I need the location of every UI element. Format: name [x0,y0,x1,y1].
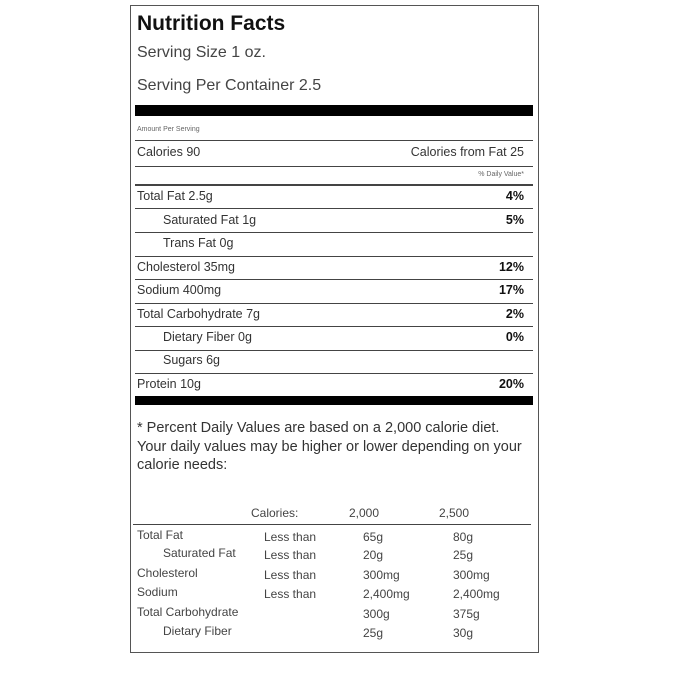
ref-row-2500: 25g [453,548,474,562]
calories-from-fat: Calories from Fat 25 [410,145,524,159]
nutrient-row-dv: 12% [498,260,524,274]
ref-row-2000: 2,400mg [363,587,410,601]
nutrient-row-label: Total Carbohydrate 7g [137,307,260,321]
footnote: * Percent Daily Values are based on a 2,000 calorie diet. Your daily values may be higher or lower depending on your calorie needs: [137,420,522,473]
divider [135,140,533,141]
calories-label: Calories 90 [137,145,201,159]
divider [135,208,533,209]
ref-row-qualifier: Less than [264,568,317,582]
divider [135,232,533,233]
divider [135,279,533,280]
divider [135,256,533,257]
divider [135,373,533,374]
ref-header-calories: Calories: [251,506,299,520]
ref-row-nutrient: Total Carbohydrate [137,605,239,619]
ref-row-nutrient: Sodium [137,585,178,599]
ref-row-2000: 20g [363,548,384,562]
ref-row-2000: 65g [363,530,384,544]
nutrient-row-dv: 20% [498,377,524,391]
ref-row-nutrient: Saturated Fat [163,546,236,560]
serving-size: Serving Size 1 oz. [137,44,266,61]
nutrient-row-label: Protein 10g [137,377,201,391]
ref-row-2500: 80g [453,530,474,544]
nutrient-row-label: Saturated Fat 1g [163,213,257,227]
ref-row-2500: 2,400mg [453,587,500,601]
servings-per-container: Serving Per Container 2.5 [137,77,322,94]
nutrient-row-dv: 0% [505,330,524,344]
ref-row-2000: 300mg [363,568,400,582]
ref-row-qualifier: Less than [264,530,317,544]
nutrition-facts-label [130,5,539,653]
nutrient-row-label: Trans Fat 0g [163,236,234,250]
daily-value-header: % Daily Value* [478,171,524,178]
ref-row-qualifier: Less than [264,548,317,562]
divider [135,326,533,327]
ref-row-nutrient: Total Fat [137,528,184,542]
ref-row-qualifier: Less than [264,587,317,601]
nutrient-row-label: Sodium 400mg [137,283,222,297]
divider [135,184,533,186]
ref-row-2000: 300g [363,607,390,621]
divider [135,166,533,167]
nutrient-row-label: Cholesterol 35mg [137,260,235,274]
divider [135,350,533,351]
nutrient-row-label: Total Fat 2.5g [137,189,213,203]
ref-row-2500: 375g [453,607,480,621]
ref-header-2000: 2,000 [349,506,380,520]
nutrient-row-label: Sugars 6g [163,353,220,367]
label-title: Nutrition Facts [137,12,286,35]
nutrient-row-dv: 2% [505,307,524,321]
ref-row-2500: 30g [453,626,474,640]
ref-row-2500: 300mg [453,568,490,582]
ref-row-nutrient: Dietary Fiber [163,624,232,638]
ref-header-2500: 2,500 [439,506,470,520]
ref-row-2000: 25g [363,626,384,640]
divider [135,303,533,304]
ref-table-divider [133,524,531,525]
nutrient-row-label: Dietary Fiber 0g [163,330,252,344]
amount-per-serving: Amount Per Serving [137,126,200,133]
nutrient-row-dv: 4% [505,189,524,203]
thick-divider-bottom [135,396,533,405]
ref-row-nutrient: Cholesterol [137,566,198,580]
nutrient-row-dv: 17% [498,283,524,297]
nutrient-row-dv: 5% [505,213,524,227]
thick-divider-top [135,105,533,116]
